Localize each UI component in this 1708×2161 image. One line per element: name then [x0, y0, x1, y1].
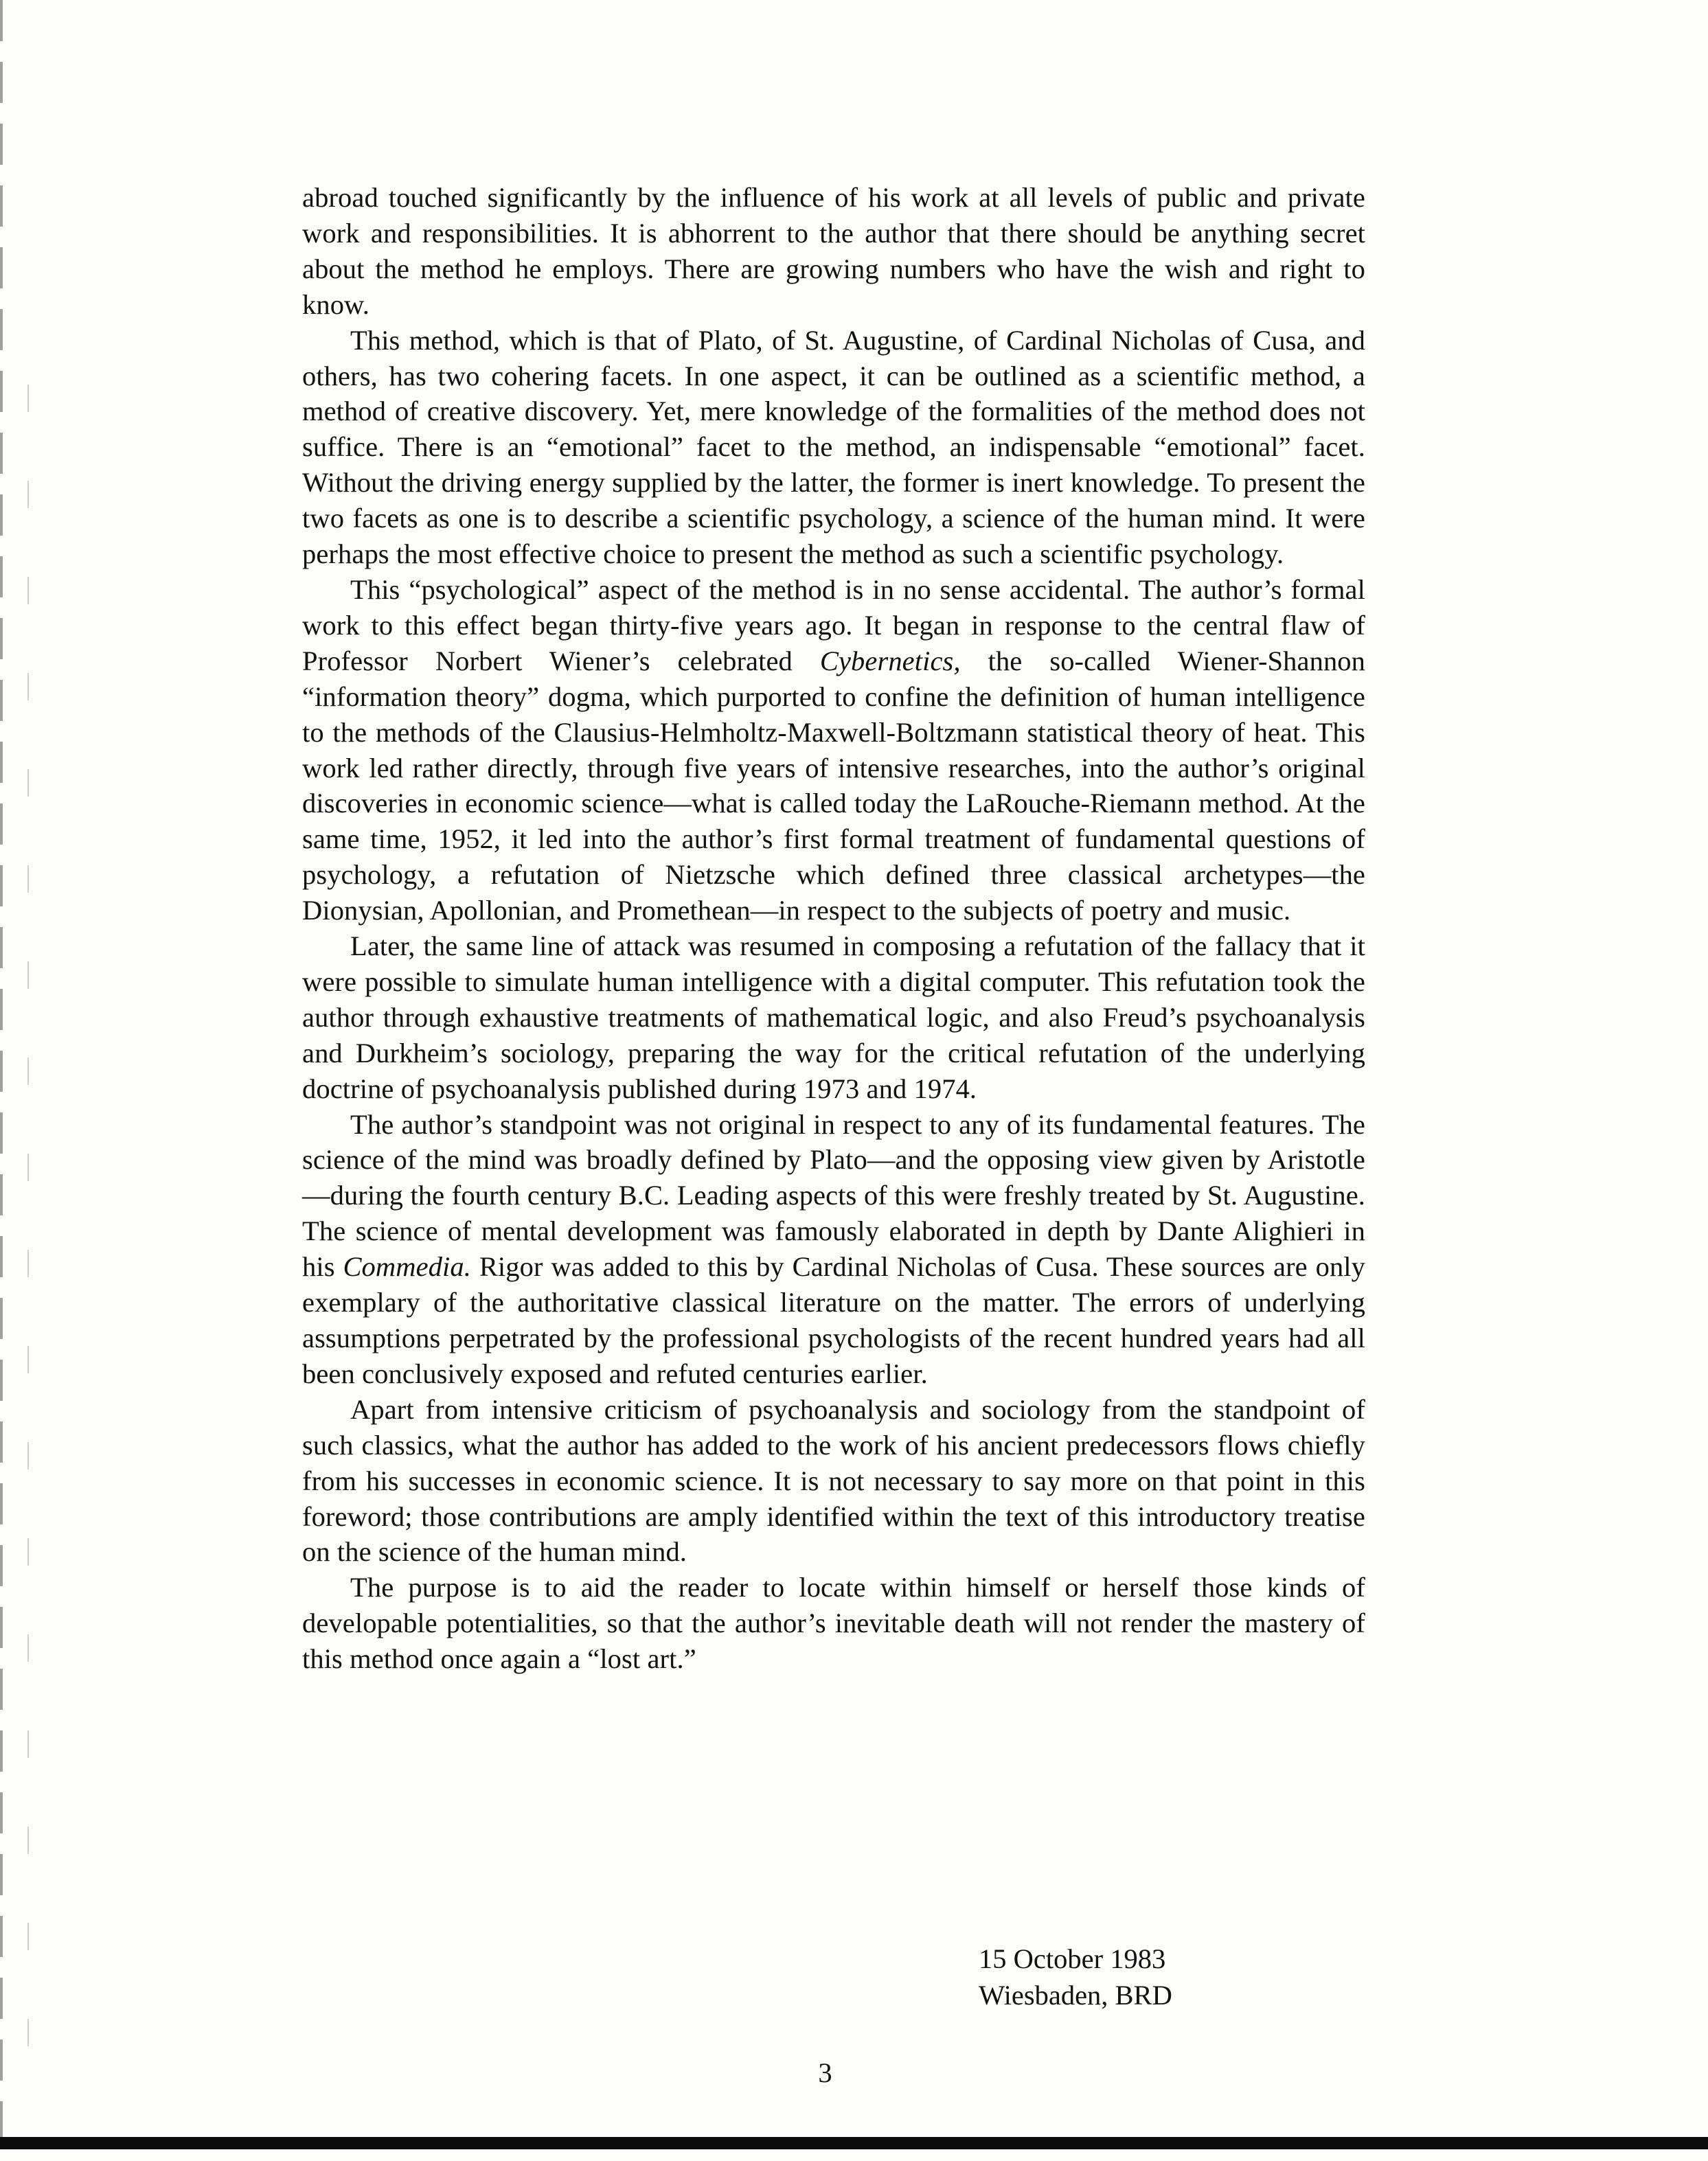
paragraph	[302, 180, 1365, 323]
scan-edge-artifact	[0, 0, 3, 2161]
text-segment: Later, the same line of attack was resumed in composing a refutation of the fallacy that it were possible to simulate human intelligence with a digital computer. This refutation took the author through exhaustive treatments of mathematical logic, and also Freud’s psychoanalysis and Durkheim’s sociology, preparing the way for the critical refutation of the underlying doctrine of psychoanalysis published during 1973 and 1974.	[302, 930, 1365, 1104]
signoff-block	[979, 1941, 1172, 2013]
text-segment: This “psychological” aspect of the method is in no sense accidental. The author’s formal work to this effect began thirty-five years ago. It began in response to the central flaw of Professor Norbert Wiener’s celebrated	[302, 573, 1365, 676]
signoff-place: Wiesbaden, BRD	[979, 1980, 1172, 2011]
page-number-wrapper	[0, 2056, 1708, 2090]
italic-title: Commedia.	[343, 1251, 471, 1283]
paragraph	[302, 572, 1365, 928]
italic-title: Cybernetics,	[819, 645, 961, 676]
paragraph	[302, 1392, 1365, 1570]
paragraph	[302, 1570, 1365, 1677]
signoff-date: 15 October 1983	[979, 1943, 1166, 1974]
scan-edge-artifact	[27, 385, 29, 2101]
paragraph	[302, 928, 1365, 1107]
binding-edge	[0, 2137, 1708, 2149]
text-segment: The purpose is to aid the reader to locate within himself or herself those kinds of developable potentialities, so that the author’s inevitable death will not render the mastery of this method once again a “lost art.”	[302, 1572, 1365, 1675]
body-text	[302, 180, 1365, 1677]
text-segment: This method, which is that of Plato, of St. Augustine, of Cardinal Nicholas of Cusa, and others, has two cohering facets. In one aspect, it can be outlined as a scientific method, a method of creative discovery. Yet, mere knowledge of the formalities of the method does not suffice. There is an “emotional” facet to the method, an indispensable “emotional” facet. Without the driving energy supplied by the latter, the former is inert knowledge. To present the two facets as one is to describe a scientific psychology, a science of the human mind. It were perhaps the most effective choice to present the method as such a scientific psychology.	[302, 324, 1365, 570]
text-segment: Rigor was added to this by Cardinal Nicholas of Cusa. These sources are only exemplary of the authoritative classical literature on the matter. The errors of underlying assumptions perpetrated by the professional psychologists of the recent hundred years had all been conclusively exposed and refuted centuries earlier.	[302, 1251, 1365, 1389]
page-number: 3	[818, 2057, 832, 2088]
paragraph	[302, 1107, 1365, 1392]
paragraph	[302, 323, 1365, 572]
text-segment: The author’s standpoint was not original in respect to any of its fundamental features. The science of the mind was broadly defined by Plato—and the opposing view given by Aristotle—during the fourth century B.C. Leading aspects of this were freshly treated by St. Augustine. The science of mental development was famously elaborated in depth by Dante Alighieri in his	[302, 1108, 1365, 1283]
text-segment: Apart from intensive criticism of psychoanalysis and sociology from the standpoint of such classics, what the author has added to the work of his ancient predecessors flows chiefly from his successes in economic science. It is not necessary to say more on that point in this foreword; those contributions are amply identified within the text of this introductory treatise on the science of the human mind.	[302, 1393, 1365, 1568]
text-segment: the so-called Wiener-Shannon “information theory” dogma, which purported to confine the definition of human intelligence to the methods of the Clausius-Helmholtz-Maxwell-Boltzmann statistical theory of heat. This work led rather directly, through five years of intensive researches, into the author’s original discoveries in economic science—what is called today the LaRouche-Riemann method. At the same time, 1952, it led into the author’s first formal treatment of fundamental questions of psychology, a refutation of Nietzsche which defined three classical archetypes—the Dionysian, Apollonian, and Promethean—in respect to the subjects of poetry and music.	[302, 645, 1366, 926]
text-segment: abroad touched significantly by the influence of his work at all levels of public and private work and responsibilities. It is abhorrent to the author that there should be anything secret about the method he employs. There are growing numbers who have the wish and right to know.	[302, 182, 1365, 320]
